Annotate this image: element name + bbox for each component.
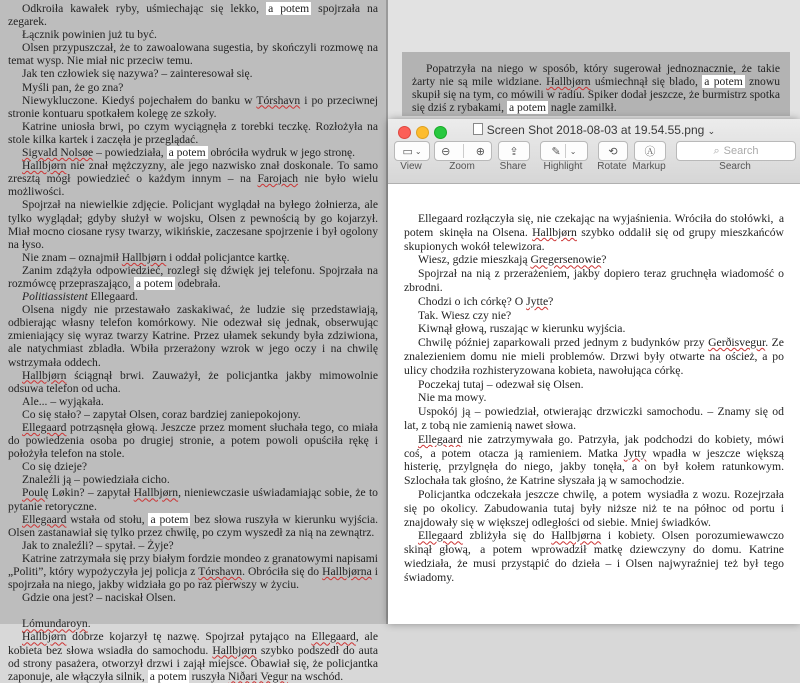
background-document-text: [402, 52, 790, 114]
zoom-out-icon[interactable]: ⊖: [441, 145, 451, 158]
spellcheck-word: Ellegaard: [22, 421, 67, 434]
text-paragraph: Poulę Løkin? – zapytał Hallbjørn, nieniewczasie uświadamiając sobie, że to pytanie retoryczne.: [8, 486, 378, 513]
zoom-label: Zoom: [449, 161, 475, 172]
text-paragraph: Jak ten człowiek się nazywa? – zainteresował się.: [22, 67, 253, 81]
spellcheck-word: Hallbjørn: [22, 630, 67, 644]
text-paragraph: Sigvald Nolsøe – powiedziała, a potem obróciła wydruk w jego stronę.: [22, 146, 356, 160]
search-highlight: a potem: [135, 276, 173, 290]
text-paragraph: Olsena nigdy nie przestawało zaskakiwać, że ludzie się przedstawiają, odbierając własny telefon komórkowy. Nie odezwał się jednak, obserwując zmieniający się wyraz twarzy Katrine. Przez ułamek sekundy była zdziwiona, ale natychmiast zbladła. Wbiła przerażony wzrok w jego oczy i na chwilę wstrzymała oddech.: [8, 303, 378, 369]
text-paragraph: Co się dzieje?: [22, 460, 88, 474]
search-highlight: a potem: [704, 75, 743, 89]
view-button[interactable]: [394, 141, 430, 161]
search-input[interactable]: ⌕ Search: [676, 141, 796, 161]
text-paragraph: Co się stało? – zapytał Olsen, coraz bardziej zaniepokojony.: [22, 407, 301, 421]
spellcheck-word: Hallbjørna: [322, 565, 372, 579]
spellcheck-word: Hallbjørna: [551, 529, 602, 543]
markup-button[interactable]: [634, 141, 666, 161]
text-paragraph: Chwilę później zaparkowali przed jednym z budynków przy Gerðisvegur. Ze znalezieniem domu nie mieli problemów. Drzwi były otwarte na oścież, a po ulicy chodziła rozhisteryzowana kobieta, nawołująca córkę.: [404, 336, 784, 377]
rotate-label: Rotate: [597, 161, 627, 172]
highlighter-icon: ✎: [551, 145, 561, 158]
text-paragraph: Znaleźli ją – powiedziała cicho.: [22, 473, 170, 487]
spellcheck-word: Hallbjørn: [22, 368, 67, 382]
text-paragraph: Hallbjørn dobrze kojarzył tę nazwę. Spojrzał pytająco na Ellegaard, ale kobieta bez słowa wsiadła do samochodu. Hallbjørn szybko podszedł do auta od strony pasażera, otworzył drzwi i zajął miejsce. Obawiał się, że policjantka zaponuje, ale włączyła silnik, a potem ruszyła Niðari Vegur na wschód.: [8, 630, 378, 683]
rotate-button[interactable]: [598, 141, 628, 161]
search-highlight: a potem: [149, 669, 187, 683]
text-paragraph: Nie ma mowy.: [418, 391, 487, 405]
text-paragraph: Ellegaard nie zatrzymywała go. Patrzyła, jak podchodzi do kobiety, mówi coś, a potem otacza ją ramieniem. Matka Jytty wpadła w jeszcze większą histerię, przylgnęła do niego, jakby tonęła, a on był kołem ratunkowym. Szlochała tak głośno, że Katrine słyszała ją w samochodzie.: [404, 432, 784, 488]
paragraph-gap: [8, 604, 378, 617]
spellcheck-word: Lómundaroyn: [22, 617, 88, 631]
spellcheck-word: Hallbjørn: [121, 250, 167, 264]
spellcheck-word: Tórshavn: [198, 565, 243, 579]
text-paragraph: Politiassistent Ellegaard.: [22, 290, 138, 304]
search-highlight: a potem: [508, 101, 547, 115]
text-paragraph: Hallbjørn nie znał mężczyzny, ale jego nazwisko znał doskonale. To samo zresztą mógł powiedzieć o każdym innym – na Farojach nie było wielu możliwości.: [8, 159, 378, 199]
spellcheck-word: Poulę: [22, 486, 49, 500]
text-paragraph: Hallbjørn ściągnął brwi. Zauważył, że policjantka jakby mimowolnie odsuwa telefon od ucha.: [8, 368, 378, 395]
spellcheck-word: Ellegaard: [418, 529, 463, 543]
share-icon: ⇪: [509, 145, 519, 158]
highlight-separator: [565, 144, 566, 158]
text-paragraph: Spojrzał na nią z przerażeniem, jakby dopiero teraz gruchnęła wiadomość o zbrodni.: [404, 267, 784, 294]
search-icon: ⌕: [713, 144, 720, 157]
chevron-down-icon[interactable]: ⌄: [707, 126, 716, 136]
text-paragraph: Katrine zatrzymała się przy białym fordzie mondeo z granatowymi napisami „Politi”, który wypożyczyła jej policja z Tórshavn. Obróciła się do Hallbjørna i spojrzała na niego, jakby widziała go po raz pierwszy w życiu.: [8, 551, 379, 592]
spellcheck-word: Sigvald Nolsøe: [22, 146, 94, 160]
text-paragraph: Ellegaard rozłączyła się, nie czekając na wyjaśnienia. Wróciła do stołówki, a potem skinęła na Olsena. Hallbjørn szybko oddalił się od grupy mieszkańców skupionych wokół telewizora.: [404, 212, 784, 253]
left-document-text: [0, 0, 386, 683]
view-label: View: [400, 161, 422, 172]
text-paragraph: Tak. Wiesz czy nie?: [418, 308, 512, 322]
spellcheck-word: Jytte: [526, 294, 549, 308]
text-paragraph: Niewykluczone. Kiedyś pojechałem do banku w Tórshavn i po przeciwnej stronie kontuaru spotkałem kolegę ze szkoły.: [8, 93, 378, 120]
italic-word: Politiassistent: [22, 290, 88, 304]
text-paragraph: Ale... – wyjąkała.: [22, 394, 104, 408]
text-paragraph: Nie znam – oznajmił Hallbjørn i oddał policjantce kartkę.: [22, 250, 290, 264]
search-highlight: a potem: [480, 543, 522, 557]
chevron-down-icon[interactable]: ⌄: [569, 146, 577, 156]
share-button[interactable]: [498, 141, 530, 161]
spellcheck-word: Tórshavn: [256, 93, 301, 107]
spellcheck-word: Gregersenowie: [530, 253, 602, 267]
spellcheck-word: Gerðisvegur: [708, 336, 766, 350]
png-file-icon: [473, 123, 483, 135]
text-paragraph: Wiesz, gdzie mieszkają Gregersenowie?: [418, 253, 607, 267]
spellcheck-word: Hallbjørn: [22, 159, 67, 173]
spellcheck-word: Ellegaard: [22, 512, 67, 526]
text-paragraph: Olsen przypuszczał, że to zawoalowana sugestia, by skończyli rozmowę na temat wysp. Nie miał nic przeciw temu.: [8, 41, 378, 68]
text-paragraph: Odkroiła kawałek ryby, uśmiechając się lekko, a potem spojrzała na zegarek.: [8, 2, 378, 29]
spellcheck-word: Hallbjørn: [133, 486, 179, 500]
text-paragraph: Ellegaard potrząsnęła głową. Jeszcze przez moment słuchała tego, co miała do powiedzenia osoba po drugiej stronie, a potem powoli opuściła rękę i położyła telefon na stole.: [8, 421, 378, 461]
zoom-in-icon[interactable]: ⊕: [475, 145, 485, 158]
search-highlight: a potem: [430, 446, 471, 460]
preview-window[interactable]: [388, 119, 800, 624]
text-paragraph: Łącznik powinien już tu być.: [22, 28, 157, 42]
chevron-down-icon: ⌄: [414, 146, 422, 156]
sidebar-icon: ▭: [402, 145, 413, 158]
spellcheck-word: Jytty: [623, 446, 647, 460]
text-paragraph: Zanim zdążyła odpowiedzieć, rozległ się dźwięk jej telefonu. Spojrzała na rozmówcę przepraszająco, a potem odebrała.: [8, 263, 378, 290]
text-paragraph: Popatrzyła na niego w sposób, który sugerował jednoznacznie, że takie żarty nie są mile widziane. Hallbjørn uśmiechnął się blado, a potem znowu skupił się na tym, co mówili w radiu. Spiker dodał jeszcze, że burmistrz spotka się dziś z rybakami, a potem nagle zamilkł.: [412, 62, 781, 115]
rotate-icon: ⟲: [608, 145, 618, 158]
preview-image-text: [388, 184, 800, 585]
text-paragraph: Ellegaard wstała od stołu, a potem bez słowa ruszyła w kierunku wyjścia. Olsen zastanawiał się tylko przez chwilę, po czym wyszedł za nią na zewnątrz.: [8, 512, 378, 539]
spellcheck-word: Hallbjørn: [546, 75, 591, 89]
search-highlight: a potem: [404, 212, 784, 239]
text-paragraph: Uspokój ją – powiedział, otwierając drzwiczki samochodu. – Znamy się od lat, z tobą nie zamienią nawet słowa.: [404, 405, 784, 432]
spellcheck-word: Niðari Vegur: [228, 669, 289, 683]
search-highlight: a potem: [602, 487, 642, 501]
search-highlight: a potem: [150, 512, 189, 526]
spellcheck-word: Hallbjørn: [212, 643, 257, 657]
text-paragraph: Chodzi o ich córkę? O Jytte?: [418, 294, 554, 308]
text-paragraph: Gdzie ona jest? – naciskał Olsen.: [22, 591, 176, 605]
text-paragraph: Policjantka odczekała jeszcze chwilę, a potem wysiadła z wozu. Rozejrzała się po okolicy. Zabudowania tutaj były niższe niż te na północ od portu i znajdowały się w większej odległości od siebie. Mniej świadków.: [404, 487, 784, 529]
spellcheck-word: Hallbjørn: [532, 225, 577, 239]
search-label: Search: [719, 161, 751, 172]
search-highlight: a potem: [168, 146, 206, 160]
spellcheck-word: Farojach: [257, 172, 299, 186]
markup-label: Markup: [632, 161, 666, 172]
text-paragraph: Katrine uniosła brwi, po czym wyciągnęła z torebki teczkę. Rozłożyła na stole kilka kartek i zaczęła je przeglądać.: [8, 119, 378, 146]
preview-titlebar[interactable]: [388, 119, 800, 184]
search-highlight: a potem: [268, 2, 310, 15]
text-paragraph: Poczekaj tutaj – odezwał się Olsen.: [418, 377, 584, 391]
zoom-separator: [463, 144, 464, 158]
text-paragraph: Myśli pan, że go zna?: [22, 80, 124, 94]
spellcheck-word: Ellegaard: [311, 630, 356, 644]
text-paragraph: Spojrzał na niewielkie zdjęcie. Policjant wyglądał na byłego żołnierza, ale tylko wyglądał; gdyby służył w wojsku, Olsen z pewnością by go kojarzył. Miał mocno ciosane rysy twarzy, wikińskie, zaczesane spojrzenie i był ogolony na łyso.: [8, 198, 378, 251]
share-label: Share: [499, 161, 527, 172]
zoom-control[interactable]: [434, 141, 492, 161]
spellcheck-word: Ellegaard: [418, 432, 463, 446]
left-document-page: [0, 0, 386, 683]
highlight-button[interactable]: [540, 141, 588, 161]
text-paragraph: Jak to znaleźli? – spytał. – Żyje?: [22, 538, 174, 552]
highlight-label: Highlight: [543, 161, 583, 172]
text-paragraph: Ellegaard zbliżyła się do Hallbjørna i kobiety. Olsen porozumiewawczo skinął głową, a potem wprowadził matkę dziewczyny do domu. Katrine wiedziała, że musi przystąpić do dzieła – i Olsen najwyraźniej też był tego świadomy.: [404, 529, 784, 584]
text-paragraph: Lómundaroyn.: [22, 617, 91, 631]
markup-pen-icon: Ⓐ: [644, 146, 656, 158]
text-paragraph: Kiwnął głową, ruszając w kierunku wyjścia.: [418, 322, 626, 336]
window-title: Screen Shot 2018-08-03 at 19.54.55.png ⌄: [388, 123, 800, 137]
background-document-page: [402, 52, 790, 116]
